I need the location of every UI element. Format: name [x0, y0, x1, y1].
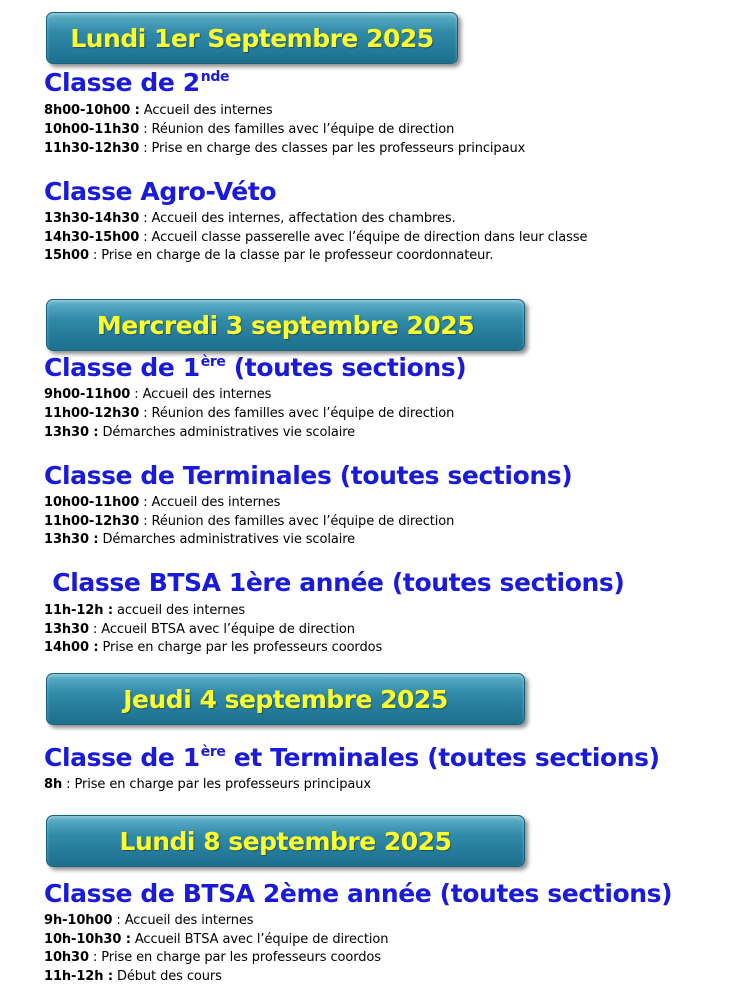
schedule-item: 10h-10h30 : Accueil BTSA avec l’équipe de direction: [44, 932, 389, 947]
section-heading: Classe Agro-Véto: [44, 177, 277, 206]
schedule-item: 11h00-12h30 : Réunion des familles avec l’équipe de direction: [44, 514, 455, 529]
schedule-item: 13h30-14h30 : Accueil des internes, affectation des chambres.: [44, 211, 456, 226]
section-heading: Classe BTSA 1ère année (toutes sections): [44, 568, 625, 597]
schedule-item: 11h-12h : accueil des internes: [44, 603, 246, 618]
schedule-item: 8h00-10h00 : Accueil des internes: [44, 103, 273, 118]
day-banner-2: [46, 299, 525, 351]
schedule-item: 14h30-15h00 : Accueil classe passerelle avec l’équipe de direction dans leur classe: [44, 230, 588, 245]
section-heading: Classe de BTSA 2ème année (toutes sections): [44, 879, 673, 908]
schedule-item: 15h00 : Prise en charge de la classe par le professeur coordonnateur.: [44, 248, 494, 263]
schedule-item: 10h30 : Prise en charge par les professeurs coordos: [44, 950, 381, 965]
schedule-item: 8h : Prise en charge par les professeurs principaux: [44, 777, 371, 792]
schedule-item: 11h-12h : Début des cours: [44, 969, 222, 984]
schedule-item: 13h30 : Démarches administratives vie scolaire: [44, 425, 356, 440]
schedule-item: 10h00-11h30 : Réunion des familles avec l’équipe de direction: [44, 122, 455, 137]
section-heading: Classe de Terminales (toutes sections): [44, 461, 573, 490]
schedule-item: 11h30-12h30 : Prise en charge des classes par les professeurs principaux: [44, 141, 526, 156]
schedule-item: 9h-10h00 : Accueil des internes: [44, 913, 254, 928]
schedule-item: 9h00-11h00 : Accueil des internes: [44, 387, 272, 402]
schedule-item: 10h00-11h00 : Accueil des internes: [44, 495, 281, 510]
day-title: Lundi 1er Septembre 2025: [70, 23, 434, 53]
day-banner-1: [46, 12, 458, 64]
section-heading: Classe de 2nde: [44, 68, 230, 97]
schedule-item: 13h30 : Accueil BTSA avec l’équipe de direction: [44, 622, 355, 637]
schedule-item: 13h30 : Démarches administratives vie scolaire: [44, 532, 356, 547]
section-heading: Classe de 1ère et Terminales (toutes sections): [44, 743, 660, 772]
day-title: Mercredi 3 septembre 2025: [96, 310, 475, 340]
day-title: Lundi 8 septembre 2025: [119, 826, 452, 856]
day-banner-4: [46, 815, 525, 867]
day-title: Jeudi 4 septembre 2025: [123, 684, 448, 714]
day-banner-3: [46, 673, 525, 725]
schedule-item: 11h00-12h30 : Réunion des familles avec l’équipe de direction: [44, 406, 455, 421]
section-heading: Classe de 1ère (toutes sections): [44, 353, 467, 382]
schedule-item: 14h00 : Prise en charge par les professeurs coordos: [44, 640, 383, 655]
